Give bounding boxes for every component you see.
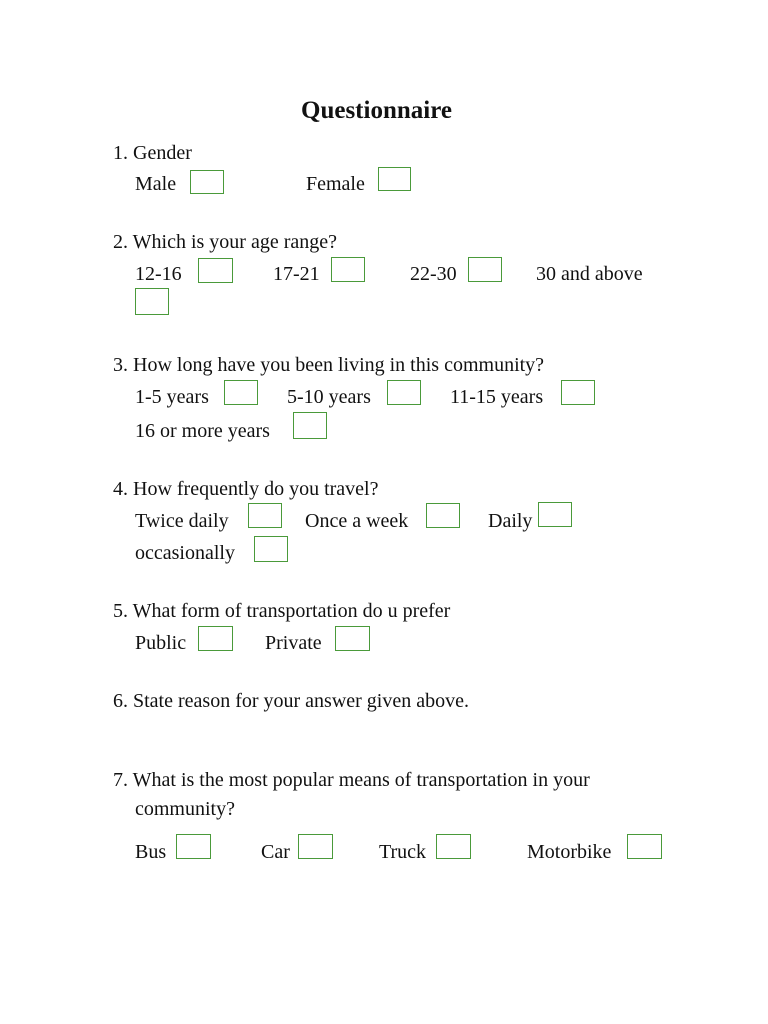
option-5-10-years-checkbox[interactable] [387, 380, 421, 405]
option-public-checkbox[interactable] [198, 626, 233, 651]
option-private-checkbox[interactable] [335, 626, 370, 651]
option-16-more-years-label: 16 or more years [135, 420, 270, 442]
option-female-label: Female [306, 173, 365, 195]
option-1-5-years-checkbox[interactable] [224, 380, 258, 405]
option-truck-label: Truck [379, 841, 427, 863]
option-car-checkbox[interactable] [298, 834, 333, 859]
option-male-checkbox[interactable] [190, 170, 224, 194]
option-bus-checkbox[interactable] [176, 834, 211, 859]
option-motorbike-label: Motorbike [527, 841, 612, 863]
option-22-30-label: 22-30 [410, 263, 457, 285]
option-occasionally-label: occasionally [135, 542, 235, 564]
option-female-checkbox[interactable] [378, 167, 411, 191]
option-once-a-week-label: Once a week [305, 510, 409, 532]
option-daily-checkbox[interactable] [538, 502, 572, 527]
option-occasionally-checkbox[interactable] [254, 536, 288, 562]
option-11-15-years-checkbox[interactable] [561, 380, 595, 405]
option-30-above-checkbox[interactable] [135, 288, 169, 315]
option-once-a-week-checkbox[interactable] [426, 503, 460, 528]
option-car-label: Car [261, 841, 290, 863]
option-12-16-label: 12-16 [135, 263, 182, 285]
option-17-21-label: 17-21 [273, 263, 320, 285]
option-17-21-checkbox[interactable] [331, 257, 365, 282]
page-title: Questionnaire [301, 97, 452, 124]
question-3-text: 3. How long have you been living in this community? [113, 354, 545, 376]
option-public-label: Public [135, 632, 187, 654]
option-12-16-checkbox[interactable] [198, 258, 233, 283]
option-twice-daily-checkbox[interactable] [248, 503, 282, 528]
option-male-label: Male [135, 173, 177, 195]
question-7-text: 7. What is the most popular means of transportation in your [113, 769, 590, 791]
option-bus-label: Bus [135, 841, 167, 863]
option-30-above-label: 30 and above [536, 263, 643, 285]
option-5-10-years-label: 5-10 years [287, 386, 371, 408]
option-11-15-years-label: 11-15 years [450, 386, 544, 408]
option-16-more-years-checkbox[interactable] [293, 412, 327, 439]
question-6-text: 6. State reason for your answer given above. [113, 690, 469, 712]
option-1-5-years-label: 1-5 years [135, 386, 209, 408]
option-motorbike-checkbox[interactable] [627, 834, 662, 859]
question-1-text: 1. Gender [113, 142, 192, 164]
question-2-text: 2. Which is your age range? [113, 231, 337, 253]
option-twice-daily-label: Twice daily [135, 510, 229, 532]
option-truck-checkbox[interactable] [436, 834, 471, 859]
question-4-text: 4. How frequently do you travel? [113, 478, 379, 500]
question-7-text-continued: community? [135, 798, 235, 820]
option-private-label: Private [265, 632, 322, 654]
question-5-text: 5. What form of transportation do u prefer [113, 600, 451, 622]
option-22-30-checkbox[interactable] [468, 257, 502, 282]
option-daily-label: Daily [488, 510, 533, 532]
